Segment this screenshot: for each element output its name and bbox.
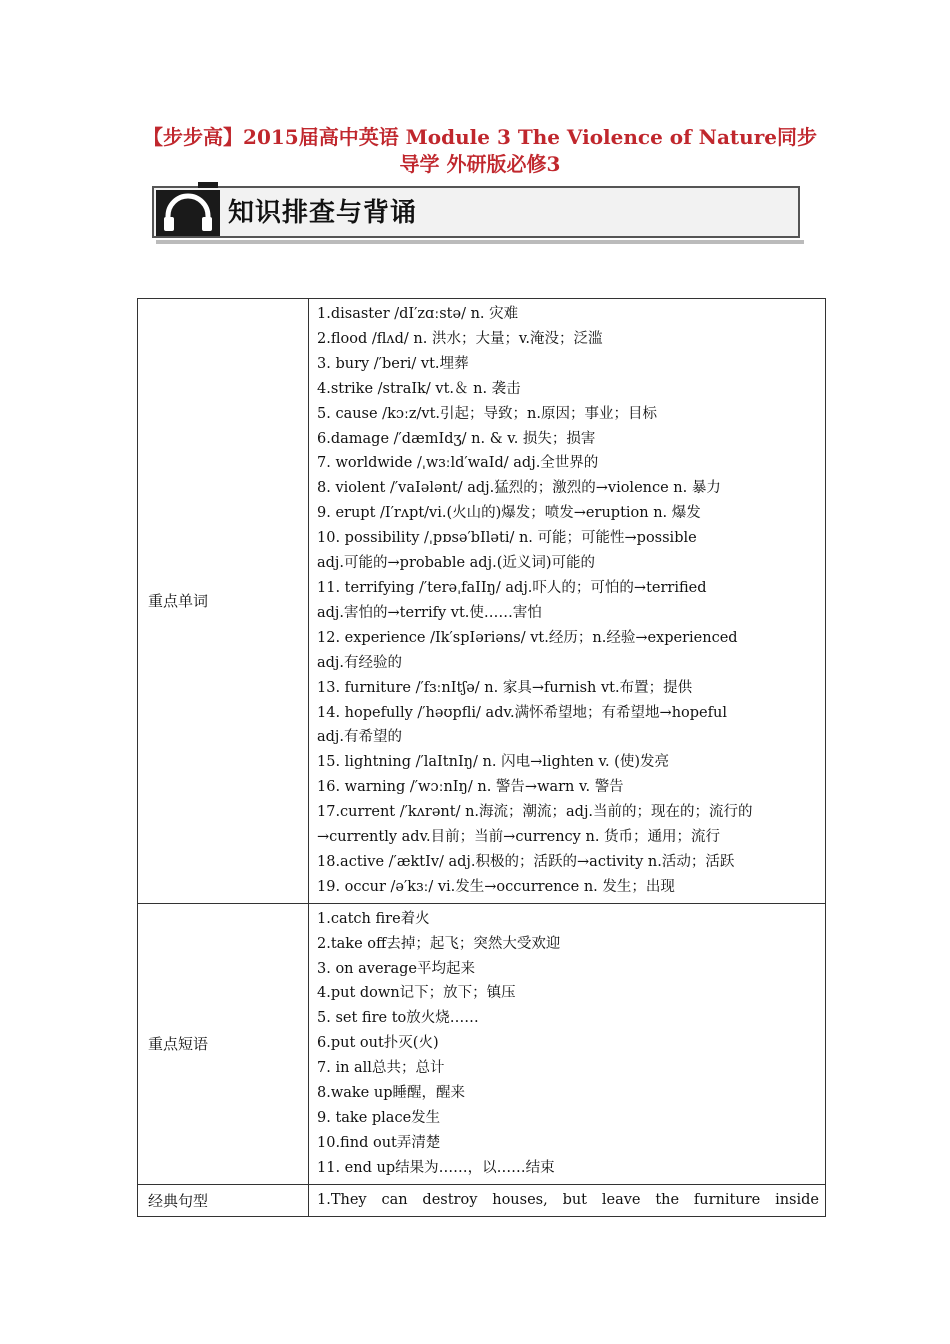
item-line: 4.put down记下；放下；镇压 — [317, 985, 516, 1002]
item-line: 19. occur /ə′kɜː/ vi.发生→occurrence n. 发生；出现 — [317, 878, 675, 895]
item-line: 15. lightning /′laItnIŋ/ n. 闪电→lighten v. (使)发亮 — [317, 754, 669, 771]
item-line: 14. hopefully /′həʊpfli/ adv.满怀希望地；有希望地→hopeful — [317, 704, 727, 721]
title-line-1: 【步步高】2015届高中英语 Module 3 The Violence of Nature同步 — [143, 125, 817, 149]
item-line: 13. furniture /′fɜːnItʃə/ n. 家具→furnish vt.布置；提供 — [317, 679, 693, 696]
item-line: 8. violent /′vaIələnt/ adj.猛烈的；激烈的→violence n. 暴力 — [317, 480, 721, 497]
item-line: →currently adv.目前；当前→currency n. 货币；通用；流行 — [317, 829, 721, 846]
item-line: 8.wake up睡醒，醒来 — [317, 1085, 465, 1102]
item-line: adj.有希望的 — [317, 729, 403, 746]
item-line: 6.put out扑灭(火) — [317, 1035, 439, 1052]
item-line: 9. take place发生 — [317, 1110, 441, 1126]
banner-heading: 知识排查与背诵 — [228, 198, 418, 228]
item-line: 11. end up结果为……，以……结束 — [317, 1159, 555, 1176]
item-line: 10. possibility /ˌpɒsə′bIləti/ n. 可能；可能性→possible — [317, 530, 697, 547]
item-line: 3. on average平均起来 — [317, 960, 475, 977]
section-row-key-words — [138, 299, 826, 904]
item-line: 4.strike /straIk/ vt.＆ n. 袭击 — [317, 380, 521, 397]
items-cell — [309, 903, 826, 1184]
item-line: 2.flood /flʌd/ n. 洪水；大量；v.淹没；泛滥 — [317, 330, 603, 347]
item-line: 7. in all总共；总计 — [317, 1060, 445, 1077]
banner-tab — [198, 182, 218, 188]
item-line: 1.disaster /dI′zɑːstə/ n. 灾难 — [317, 306, 519, 322]
item-line: 16. warning /′wɔːnIŋ/ n. 警告→warn v. 警告 — [317, 779, 624, 796]
title-line-2: 导学 外研版必修3 — [399, 152, 561, 176]
item-line: 2.take off去掉；起飞；突然大受欢迎 — [317, 935, 561, 952]
item-line: 10.find out弄清楚 — [317, 1134, 441, 1151]
category-label: 重点短语 — [138, 903, 309, 1184]
category-label: 经典句型 — [138, 1184, 309, 1216]
item-line: 1.catch fire着火 — [317, 910, 430, 927]
item-line: adj.可能的→probable adj.(近义词)可能的 — [317, 555, 596, 572]
section-row-key-phrases — [138, 903, 826, 1184]
items-cell — [309, 299, 826, 904]
item-line: 5. set fire to放火烧…… — [317, 1010, 479, 1027]
item-line: 12. experience /Ik′spIəriəns/ vt.经历；n.经验→experienced — [317, 629, 738, 646]
item-line: 9. erupt /I′rʌpt/vi.(火山的)爆发；喷发→eruption n. 爆发 — [317, 505, 701, 522]
category-label: 重点单词 — [138, 299, 309, 904]
item-line: 18.active /′æktIv/ adj.积极的；活跃的→activity n.活动；活跃 — [317, 853, 735, 870]
item-line: 3. bury /′beri/ vt.埋葬 — [317, 355, 469, 372]
item-line: 7. worldwide /ˌwɜːld′waId/ adj.全世界的 — [317, 455, 599, 472]
item-line: adj.害怕的→terrify vt.使……害怕 — [317, 604, 542, 621]
item-line: 6.damage /′dæmIdʒ/ n. & v. 损失；损害 — [317, 430, 596, 447]
item-line: 11. terrifying /′terəˌfaIIŋ/ adj.吓人的；可怕的→terrified — [317, 579, 707, 596]
section-banner — [152, 184, 802, 244]
items-cell — [309, 1184, 826, 1216]
headphones-icon — [156, 190, 220, 236]
item-line: 17.current /′kʌrənt/ n.海流；潮流；adj.当前的；现在的；流行的 — [317, 804, 753, 821]
item-line: adj.有经验的 — [317, 654, 403, 671]
section-row-classic-sentences — [138, 1184, 826, 1216]
item-line: 1.They can destroy houses, but leave the furniture inside — [317, 1191, 819, 1208]
knowledge-table — [137, 298, 826, 1217]
item-line: 5. cause /kɔːz/vt.引起；导致；n.原因；事业；目标 — [317, 405, 657, 422]
document-title — [130, 124, 830, 178]
